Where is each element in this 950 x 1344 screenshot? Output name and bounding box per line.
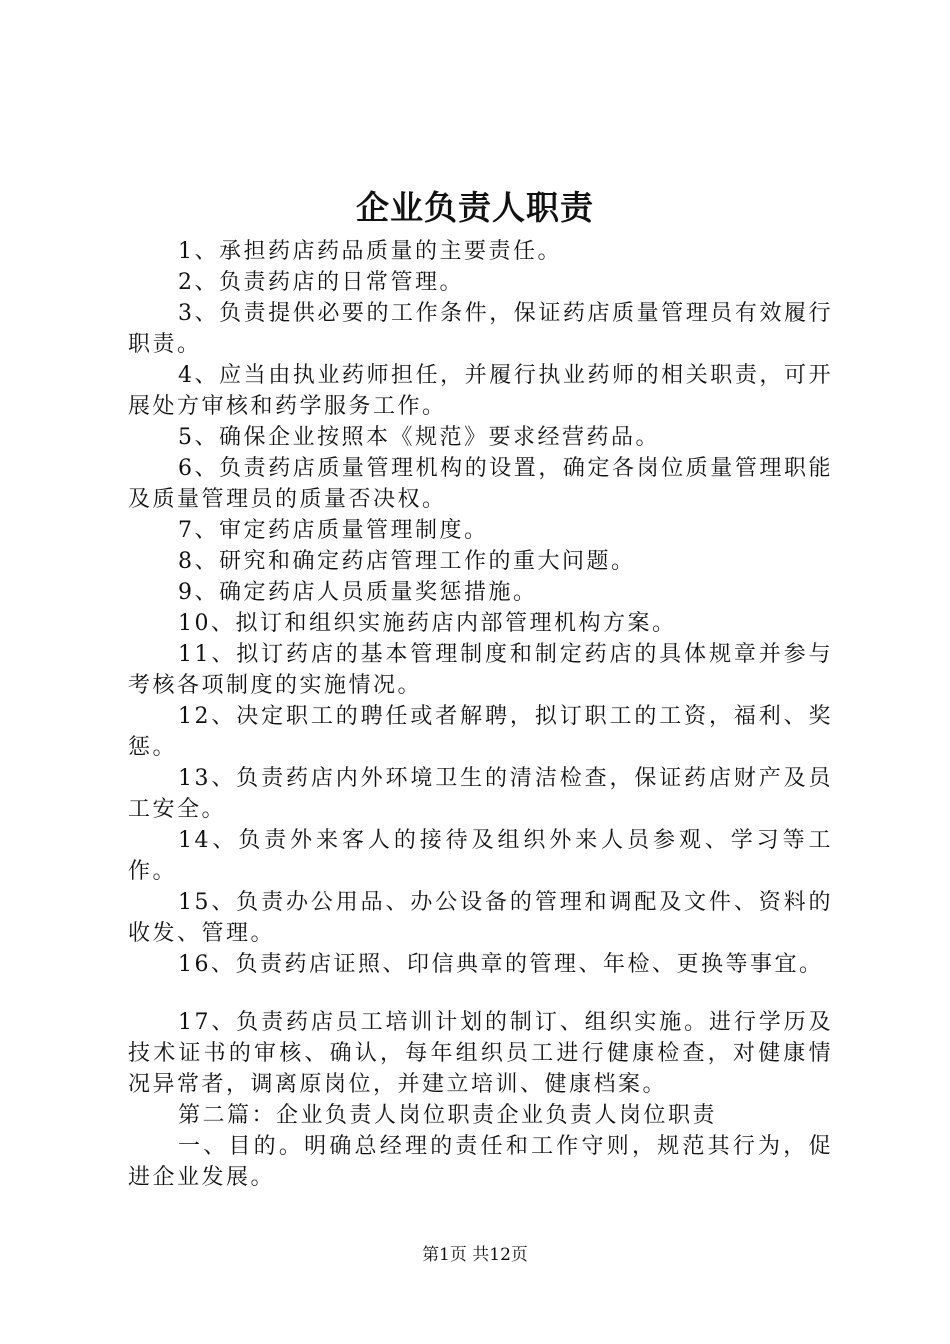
paragraph-1: 1、承担药店药品质量的主要责任。 (178, 239, 562, 264)
paragraph-11: 11、拟订药店的基本管理制度和制定药店的具体规章并参与考核各项制度的实施情况。 (128, 642, 833, 698)
paragraph-8: 8、研究和确定药店管理工作的重大问题。 (178, 549, 636, 574)
paragraph-17: 17、负责药店员工培训计划的制订、组织实施。进行学历及技术证书的审核、确认，每年组织员工进行健康检查，对健康情况异常者，调离原岗位，并建立培训、健康档案。 (128, 1010, 833, 1097)
paragraph-10: 10、拟订和组织实施药店内部管理机构方案。 (178, 611, 677, 636)
document-title: 企业负责人职责 (356, 188, 594, 227)
paragraph-5: 5、确保企业按照本《规范》要求经营药品。 (178, 425, 660, 450)
paragraph-9: 9、确定药店人员质量奖惩措施。 (178, 580, 538, 605)
section-heading-2: 第二篇：企业负责人岗位职责企业负责人岗位职责 (178, 1103, 718, 1128)
paragraph-15: 15、负责办公用品、办公设备的管理和调配及文件、资料的收发、管理。 (128, 890, 833, 946)
paragraph-2: 2、负责药店的日常管理。 (178, 270, 464, 295)
paragraph-12: 12、决定职工的聘任或者解聘，拟订职工的工资，福利、奖惩。 (128, 704, 833, 760)
paragraph-7: 7、审定药店质量管理制度。 (178, 518, 489, 543)
paragraph-16: 16、负责药店证照、印信典章的管理、年检、更换等事宜。 (178, 952, 824, 977)
page-number-footer: 第1页 共12页 (422, 1245, 528, 1265)
paragraph-3: 3、负责提供必要的工作条件，保证药店质量管理员有效履行职责。 (128, 301, 833, 357)
paragraph-purpose: 一、目的。明确总经理的责任和工作守则，规范其行为，促进企业发展。 (128, 1134, 833, 1190)
paragraph-4: 4、应当由执业药师担任，并履行执业药师的相关职责，可开展处方审核和药学服务工作。 (128, 363, 833, 419)
document-body (128, 236, 833, 1193)
paragraph-13: 13、负责药店内外环境卫生的清洁检查，保证药店财产及员工安全。 (128, 766, 833, 822)
paragraph-6: 6、负责药店质量管理机构的设置，确定各岗位质量管理职能及质量管理员的质量否决权。 (128, 456, 833, 512)
paragraph-14: 14、负责外来客人的接待及组织外来人员参观、学习等工作。 (128, 828, 833, 884)
